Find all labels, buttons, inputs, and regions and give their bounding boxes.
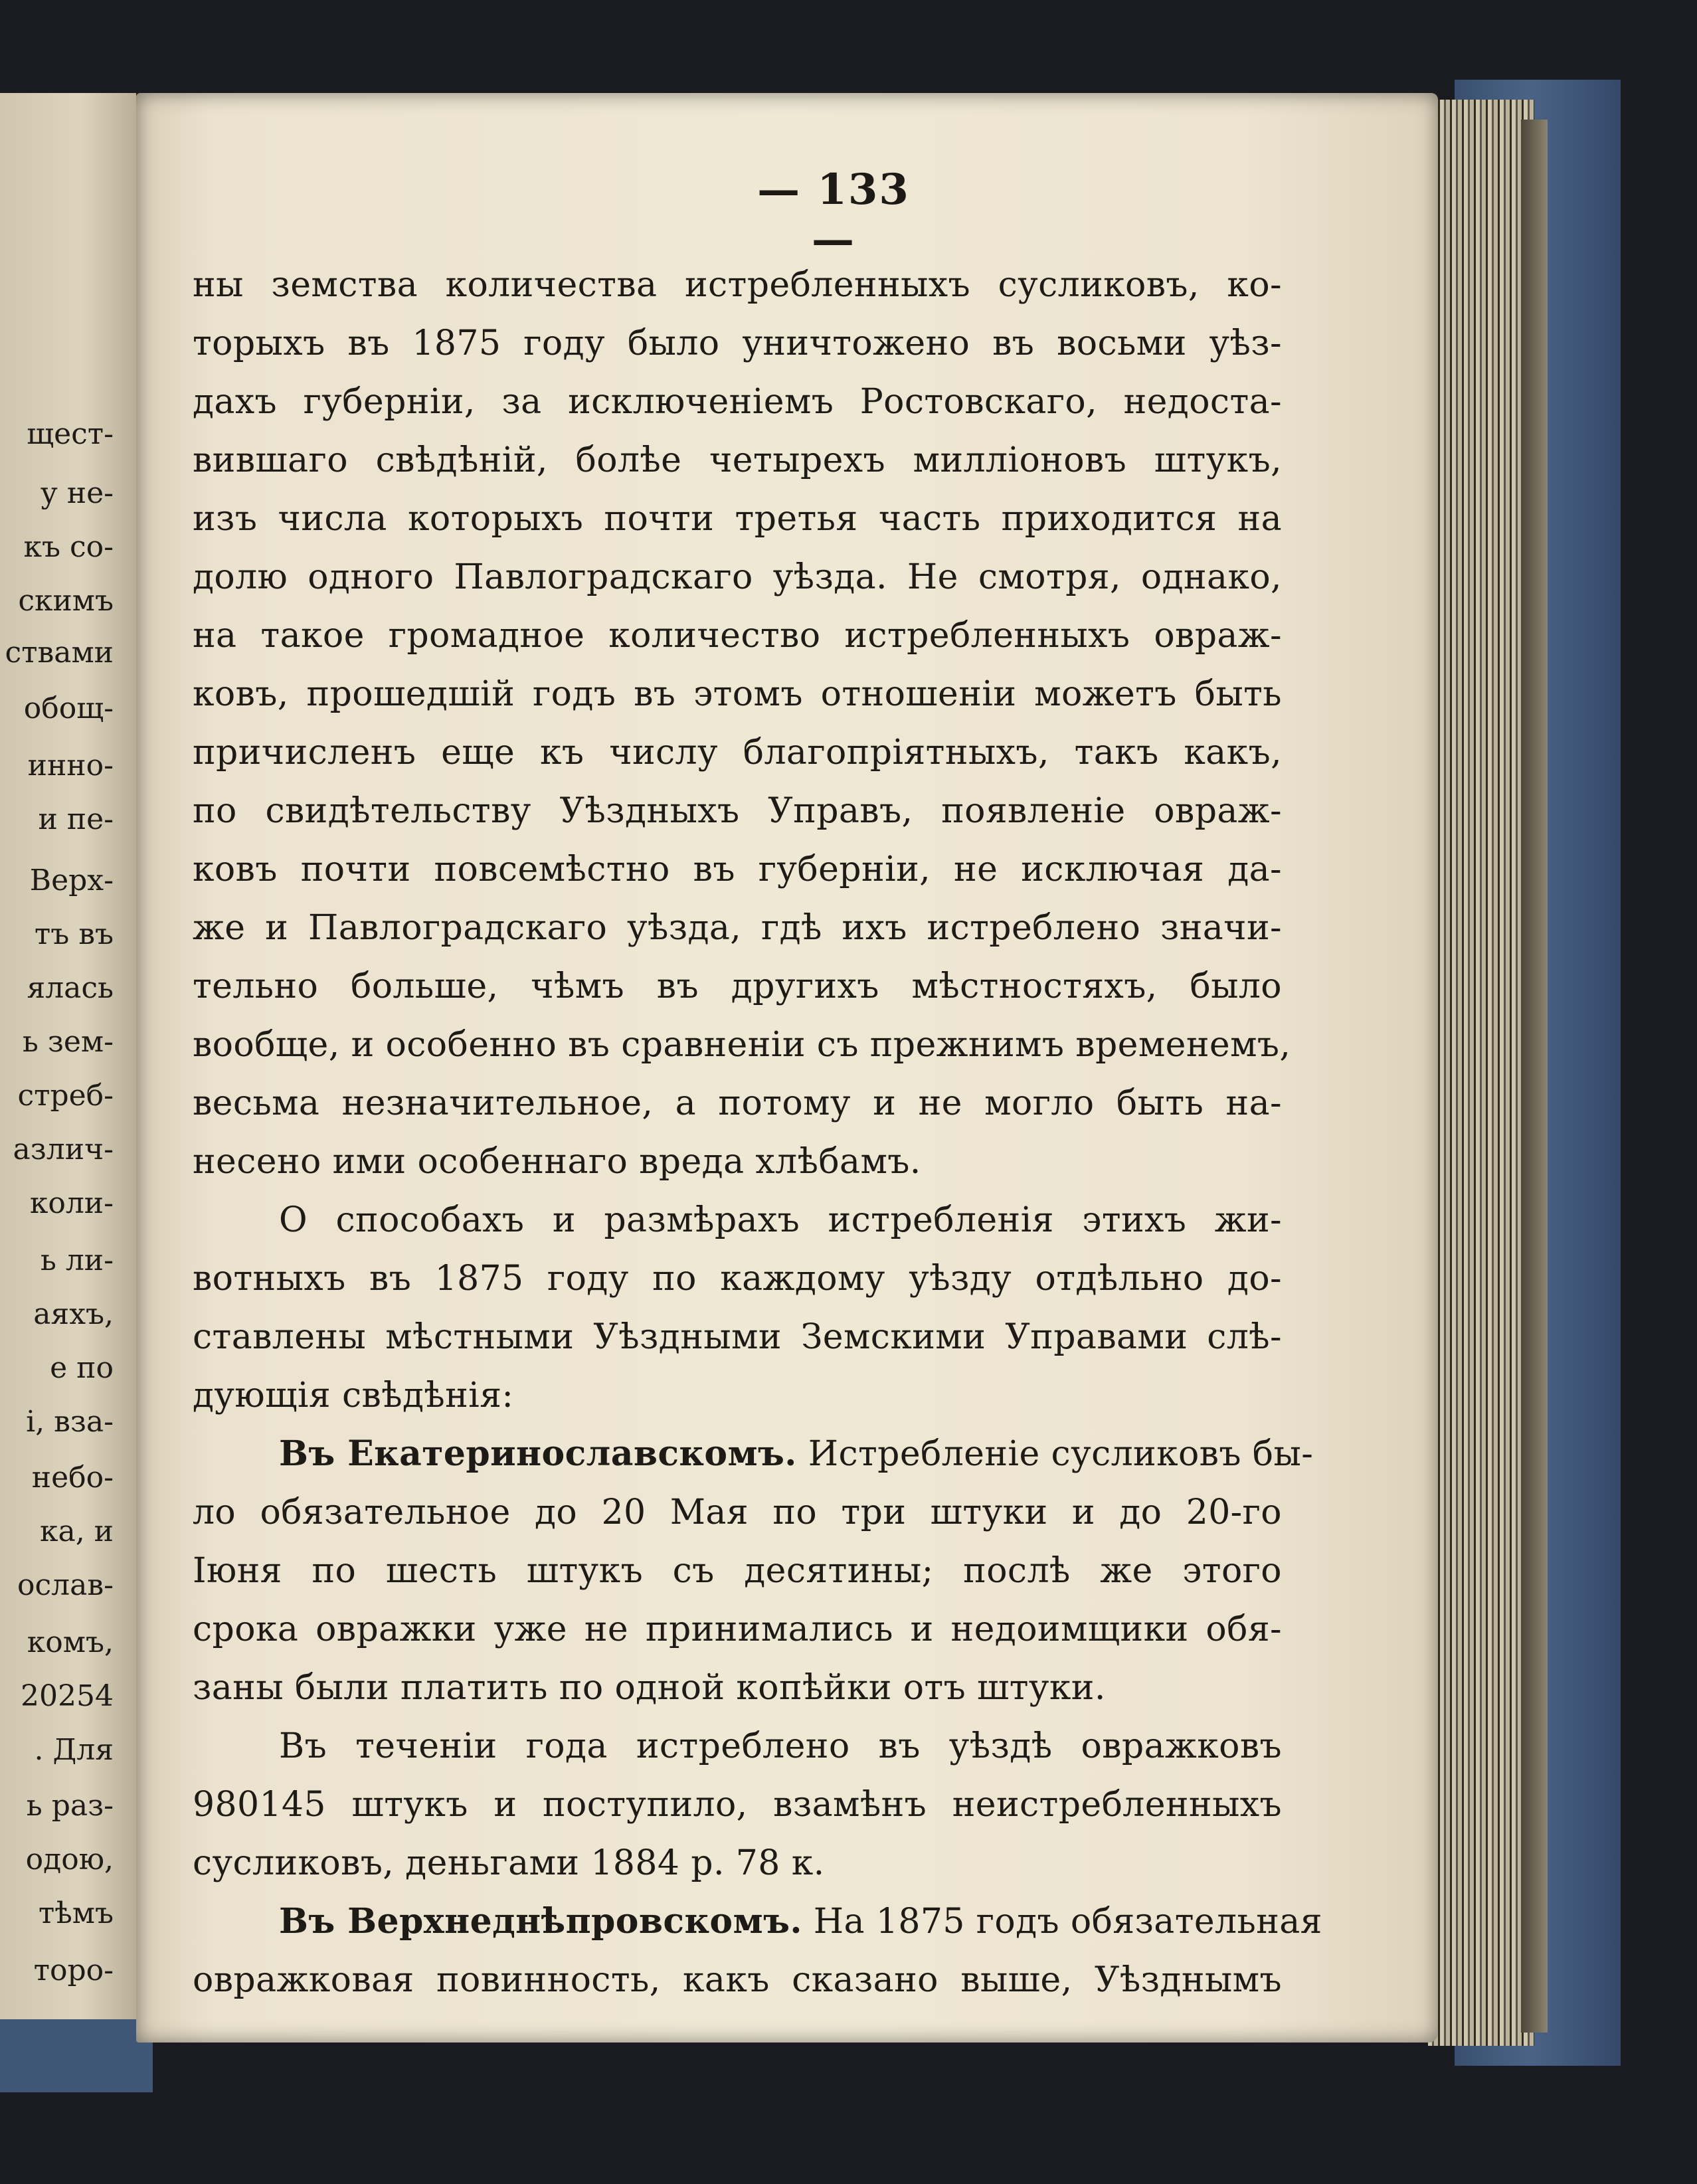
text-line: же и Павлоградскаго уѣзда, гдѣ ихъ истреблено значи- — [193, 908, 1282, 948]
facing-page-line: коли- — [29, 1186, 114, 1221]
text-line: срока овражки уже не принимались и недоимщики обя- — [193, 1609, 1282, 1649]
facing-page-line: ь ли- — [40, 1243, 114, 1277]
text-line: изъ числа которыхъ почти третья часть приходится на — [193, 499, 1282, 539]
text-line: О способахъ и размѣрахъ истребленія этихъ жи- — [279, 1200, 1282, 1240]
facing-page-line: стреб- — [17, 1079, 114, 1113]
text-line: вившаго свѣдѣній, болѣе четырехъ милліоновъ штукъ, — [193, 440, 1282, 480]
facing-page-line: і, вза- — [26, 1404, 114, 1439]
text-line: ны земства количества истребленныхъ сусликовъ, ко- — [193, 265, 1282, 305]
text-line: несено ими особеннаго вреда хлѣбамъ. — [193, 1142, 921, 1182]
facing-page-line: ка, и — [39, 1514, 114, 1549]
text-line: ло обязательное до 20 Мая по три штуки и до 20-го — [193, 1493, 1282, 1532]
text-line: сусликовъ, деньгами 1884 р. 78 к. — [193, 1843, 825, 1883]
text-line: по свидѣтельству Уѣздныхъ Управъ, появленіе овраж- — [193, 791, 1282, 831]
facing-page-line: къ со- — [23, 529, 114, 564]
facing-page-line: комъ, — [27, 1625, 114, 1660]
facing-page-line: азлич- — [13, 1133, 114, 1167]
page-edges — [1428, 100, 1534, 2046]
facing-page-line: обощ- — [23, 691, 114, 725]
text-line: Въ теченіи года истреблено въ уѣздѣ овражковъ — [279, 1726, 1282, 1766]
text-line: дующія свѣдѣнія: — [193, 1376, 514, 1415]
text-line: вообще, и особенно въ сравненіи съ прежнимъ временемъ, — [193, 1025, 1291, 1065]
text-line: тельно больше, чѣмъ въ другихъ мѣстностяхъ, было — [193, 966, 1282, 1006]
text-line: ковъ почти повсемѣстно въ губерніи, не исключая да- — [193, 850, 1282, 889]
text-line: дахъ губерніи, за исключеніемъ Ростовскаго, недоста- — [193, 382, 1282, 422]
text-line-rest: Истребленіе сусликовъ бы- — [796, 1434, 1314, 1474]
text-line: торыхъ въ 1875 году было уничтожено въ восьми уѣз- — [193, 323, 1282, 363]
facing-page-line: аяхъ, — [33, 1297, 114, 1331]
facing-page-line: небо- — [31, 1461, 114, 1495]
text-line: причисленъ еще къ числу благопріятныхъ, такъ какъ, — [193, 733, 1282, 773]
facing-page-line: инно- — [27, 748, 114, 782]
text-line: весьма незначительное, а потому и не могло быть на- — [193, 1083, 1282, 1123]
text-line-rest: На 1875 годъ обязательная — [802, 1902, 1322, 1942]
facing-page-line: ствами — [5, 635, 114, 670]
text-line: на такое громадное количество истребленныхъ овраж- — [193, 616, 1282, 656]
text-line-with-heading — [193, 1892, 1322, 1951]
book-page — [136, 93, 1438, 2043]
facing-page-line: ялась — [27, 971, 114, 1006]
facing-page-line: щест- — [27, 416, 114, 451]
facing-page-line: Верх- — [29, 864, 114, 898]
text-line: заны были платить по одной копѣйки отъ штуки. — [193, 1668, 1106, 1708]
section-heading: Въ Екатеринославскомъ. — [279, 1433, 797, 1474]
facing-page-line: у не- — [40, 476, 114, 510]
text-line: овражковая повинность, какъ сказано выше, Уѣзднымъ — [193, 1960, 1282, 2000]
section-heading: Въ Верхнеднѣпровскомъ. — [279, 1901, 802, 1942]
facing-page-line: ь раз- — [26, 1789, 114, 1823]
text-line: 980145 штукъ и поступило, взамѣнъ неистребленныхъ — [193, 1785, 1282, 1825]
facing-page-line: е по — [50, 1350, 114, 1385]
facing-page-line: скимъ — [18, 583, 114, 618]
facing-page-line: одою, — [25, 1843, 114, 1877]
facing-page-line: и пе- — [38, 802, 114, 836]
facing-page-line: . Для — [34, 1733, 114, 1768]
facing-page-line: тѣмъ — [38, 1896, 114, 1931]
text-line: Іюня по шесть штукъ съ десятины; послѣ же этого — [193, 1551, 1282, 1591]
text-line: долю одного Павлоградскаго уѣзда. Не смотря, однако, — [193, 557, 1282, 597]
facing-page-line: 20254 — [21, 1679, 114, 1714]
page-body — [193, 256, 1322, 2009]
text-line: ставлены мѣстными Уѣздными Земскими Управами слѣ- — [193, 1317, 1282, 1357]
text-line-with-heading — [193, 1425, 1314, 1483]
page-edge-shadow — [1521, 120, 1548, 2033]
page-number: — 133 — — [757, 165, 910, 264]
facing-page-line: тъ въ — [34, 917, 114, 952]
facing-page-line: ослав- — [17, 1568, 114, 1603]
facing-page-line: ь зем- — [22, 1025, 114, 1059]
text-line: вотныхъ въ 1875 году по каждому уѣзду отдѣльно до- — [193, 1259, 1282, 1299]
text-line: ковъ, прошедшій годъ въ этомъ отношеніи можетъ быть — [193, 674, 1282, 714]
facing-page — [0, 93, 136, 2019]
facing-page-line: торо- — [33, 1954, 114, 1988]
